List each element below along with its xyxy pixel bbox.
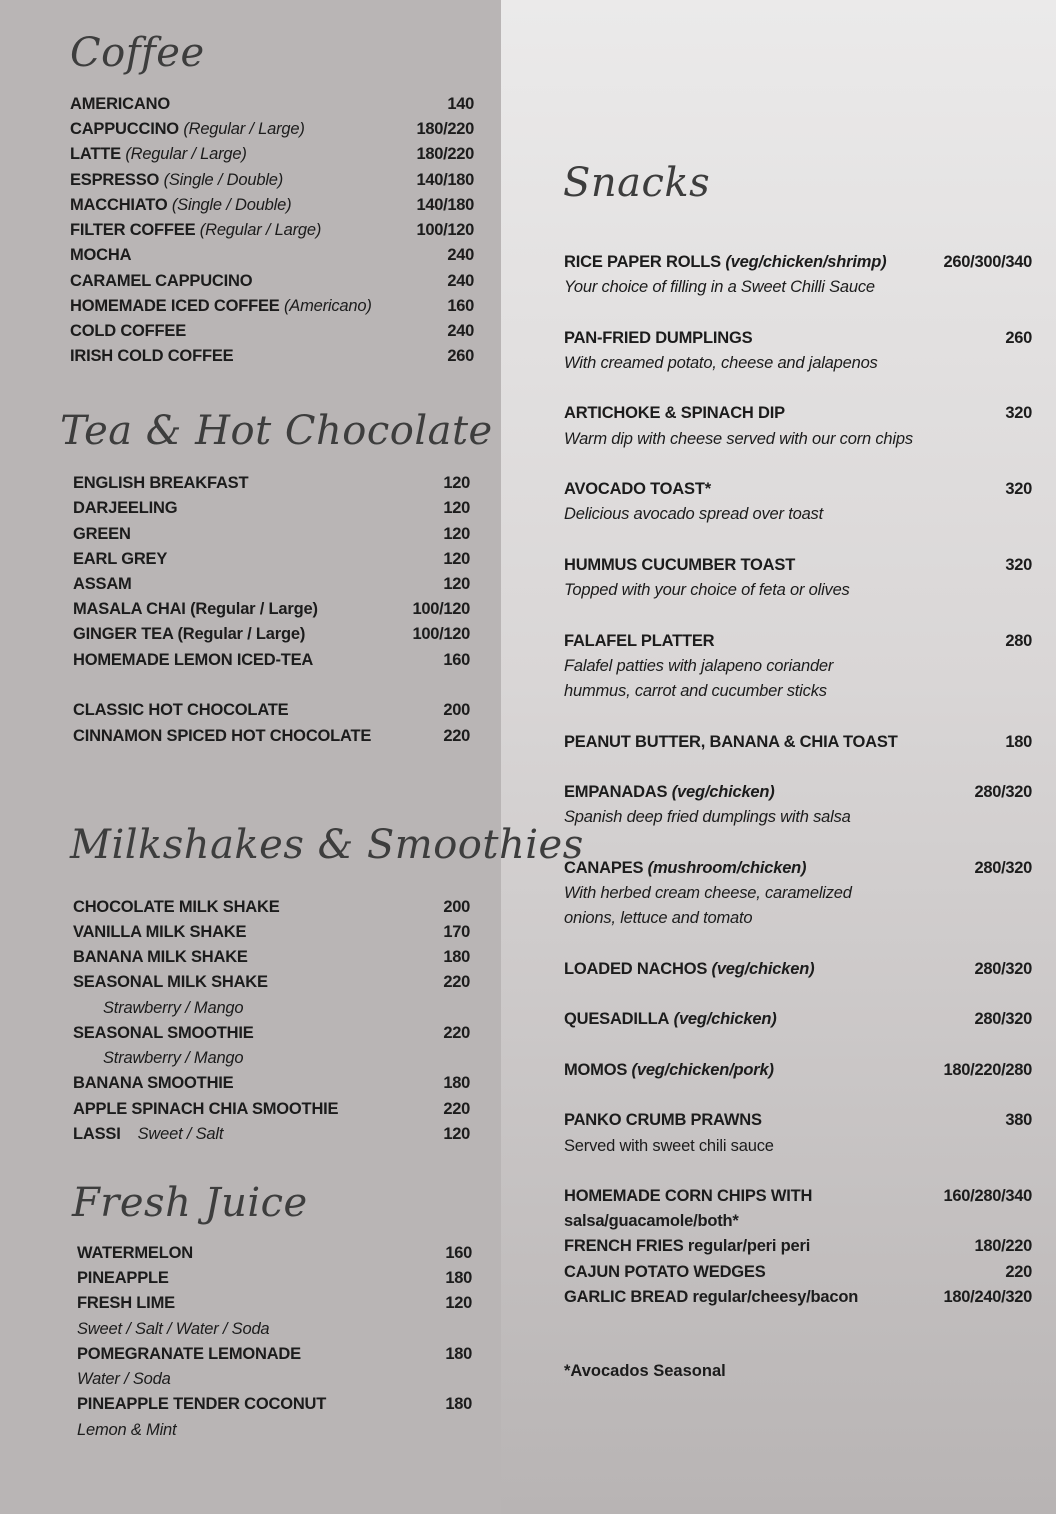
menu-item: ENGLISH BREAKFAST 120 — [73, 474, 470, 492]
menu-item: GARLIC BREAD regular/cheesy/bacon 180/240/320 — [564, 1288, 1032, 1306]
menu-item: SEASONAL MILK SHAKE 220 — [73, 973, 470, 991]
item-option: Water / Soda — [77, 1370, 171, 1388]
menu-item: HOMEMADE CORN CHIPS WITH 160/280/340 — [564, 1187, 1032, 1205]
menu-item: FRESH LIME 120 — [77, 1294, 472, 1312]
menu-item: CINNAMON SPICED HOT CHOCOLATE 220 — [73, 727, 470, 745]
menu-item: ESPRESSO (Single / Double) 140/180 — [70, 171, 474, 189]
menu-item: LATTE (Regular / Large) 180/220 — [70, 145, 474, 163]
menu-item: COLD COFFEE 240 — [70, 322, 474, 340]
menu-item: SEASONAL SMOOTHIE 220 — [73, 1024, 470, 1042]
menu-item: VANILLA MILK SHAKE 170 — [73, 923, 470, 941]
menu-item: FILTER COFFEE (Regular / Large) 100/120 — [70, 221, 474, 239]
menu-item: BANANA SMOOTHIE 180 — [73, 1074, 470, 1092]
menu-item: MASALA CHAI (Regular / Large) 100/120 — [73, 600, 470, 618]
tea-heading: Tea & Hot Chocolate — [60, 408, 493, 454]
menu-item: ASSAM 120 — [73, 575, 470, 593]
menu-item: AMERICANO 140 — [70, 95, 474, 113]
menu-item: PAN-FRIED DUMPLINGS 260 — [564, 329, 1032, 347]
menu-item: MOMOS (veg/chicken/pork) 180/220/280 — [564, 1061, 1032, 1079]
menu-item: IRISH COLD COFFEE 260 — [70, 347, 474, 365]
item-description: With creamed potato, cheese and jalapenos — [564, 354, 878, 372]
item-option: Strawberry / Mango — [103, 1049, 244, 1067]
item-description: Warm dip with cheese served with our corn chips — [564, 430, 913, 448]
item-option: Lemon & Mint — [77, 1421, 177, 1439]
footnote: *Avocados Seasonal — [564, 1362, 726, 1380]
menu-item: HUMMUS CUCUMBER TOAST 320 — [564, 556, 1032, 574]
menu-item: LASSI Sweet / Salt 120 — [73, 1125, 470, 1143]
item-description: salsa/guacamole/both* — [564, 1212, 739, 1230]
menu-item: MOCHA 240 — [70, 246, 474, 264]
item-option: Strawberry / Mango — [103, 999, 244, 1017]
coffee-heading: Coffee — [70, 30, 205, 76]
menu-item: GINGER TEA (Regular / Large) 100/120 — [73, 625, 470, 643]
menu-item: CAJUN POTATO WEDGES 220 — [564, 1263, 1032, 1281]
item-description: Your choice of filling in a Sweet Chilli Sauce — [564, 278, 875, 296]
item-description: Falafel patties with jalapeno coriander — [564, 657, 834, 675]
item-description: hummus, carrot and cucumber sticks — [564, 682, 827, 700]
menu-item: FALAFEL PLATTER 280 — [564, 632, 1032, 650]
menu-item: POMEGRANATE LEMONADE 180 — [77, 1345, 472, 1363]
menu-item: FRENCH FRIES regular/peri peri 180/220 — [564, 1237, 1032, 1255]
menu-item: EARL GREY 120 — [73, 550, 470, 568]
menu-item: DARJEELING 120 — [73, 499, 470, 517]
item-description: onions, lettuce and tomato — [564, 909, 753, 927]
menu-item: BANANA MILK SHAKE 180 — [73, 948, 470, 966]
menu-item: HOMEMADE ICED COFFEE (Americano) 160 — [70, 297, 474, 315]
item-description: Served with sweet chili sauce — [564, 1137, 774, 1155]
menu-item: HOMEMADE LEMON ICED-TEA 160 — [73, 651, 470, 669]
menu-item: EMPANADAS (veg/chicken) 280/320 — [564, 783, 1032, 801]
item-description: With herbed cream cheese, caramelized — [564, 884, 852, 902]
menu-item: LOADED NACHOS (veg/chicken) 280/320 — [564, 960, 1032, 978]
snacks-heading: Snacks — [563, 160, 711, 206]
item-description: Delicious avocado spread over toast — [564, 505, 823, 523]
menu-item: QUESADILLA (veg/chicken) 280/320 — [564, 1010, 1032, 1028]
item-description: Topped with your choice of feta or olives — [564, 581, 850, 599]
menu-item: PINEAPPLE TENDER COCONUT 180 — [77, 1395, 472, 1413]
menu-item: CARAMEL CAPPUCINO 240 — [70, 272, 474, 290]
juice-heading: Fresh Juice — [72, 1180, 308, 1226]
menu-item: CAPPUCCINO (Regular / Large) 180/220 — [70, 120, 474, 138]
item-option: Sweet / Salt / Water / Soda — [77, 1320, 270, 1338]
menu-item: CLASSIC HOT CHOCOLATE 200 — [73, 701, 470, 719]
menu-item: MACCHIATO (Single / Double) 140/180 — [70, 196, 474, 214]
menu-item: AVOCADO TOAST* 320 — [564, 480, 1032, 498]
menu-item: ARTICHOKE & SPINACH DIP 320 — [564, 404, 1032, 422]
menu-item: APPLE SPINACH CHIA SMOOTHIE 220 — [73, 1100, 470, 1118]
menu-item: GREEN 120 — [73, 525, 470, 543]
item-description: Spanish deep fried dumplings with salsa — [564, 808, 851, 826]
menu-item: RICE PAPER ROLLS (veg/chicken/shrimp) 260/300/340 — [564, 253, 1032, 271]
menu-item: PANKO CRUMB PRAWNS 380 — [564, 1111, 1032, 1129]
menu-item: PINEAPPLE 180 — [77, 1269, 472, 1287]
menu-item: CANAPES (mushroom/chicken) 280/320 — [564, 859, 1032, 877]
menu-item: PEANUT BUTTER, BANANA & CHIA TOAST 180 — [564, 733, 1032, 751]
milkshakes-heading: Milkshakes & Smoothies — [70, 822, 584, 868]
menu-item: WATERMELON 160 — [77, 1244, 472, 1262]
menu-item: CHOCOLATE MILK SHAKE 200 — [73, 898, 470, 916]
